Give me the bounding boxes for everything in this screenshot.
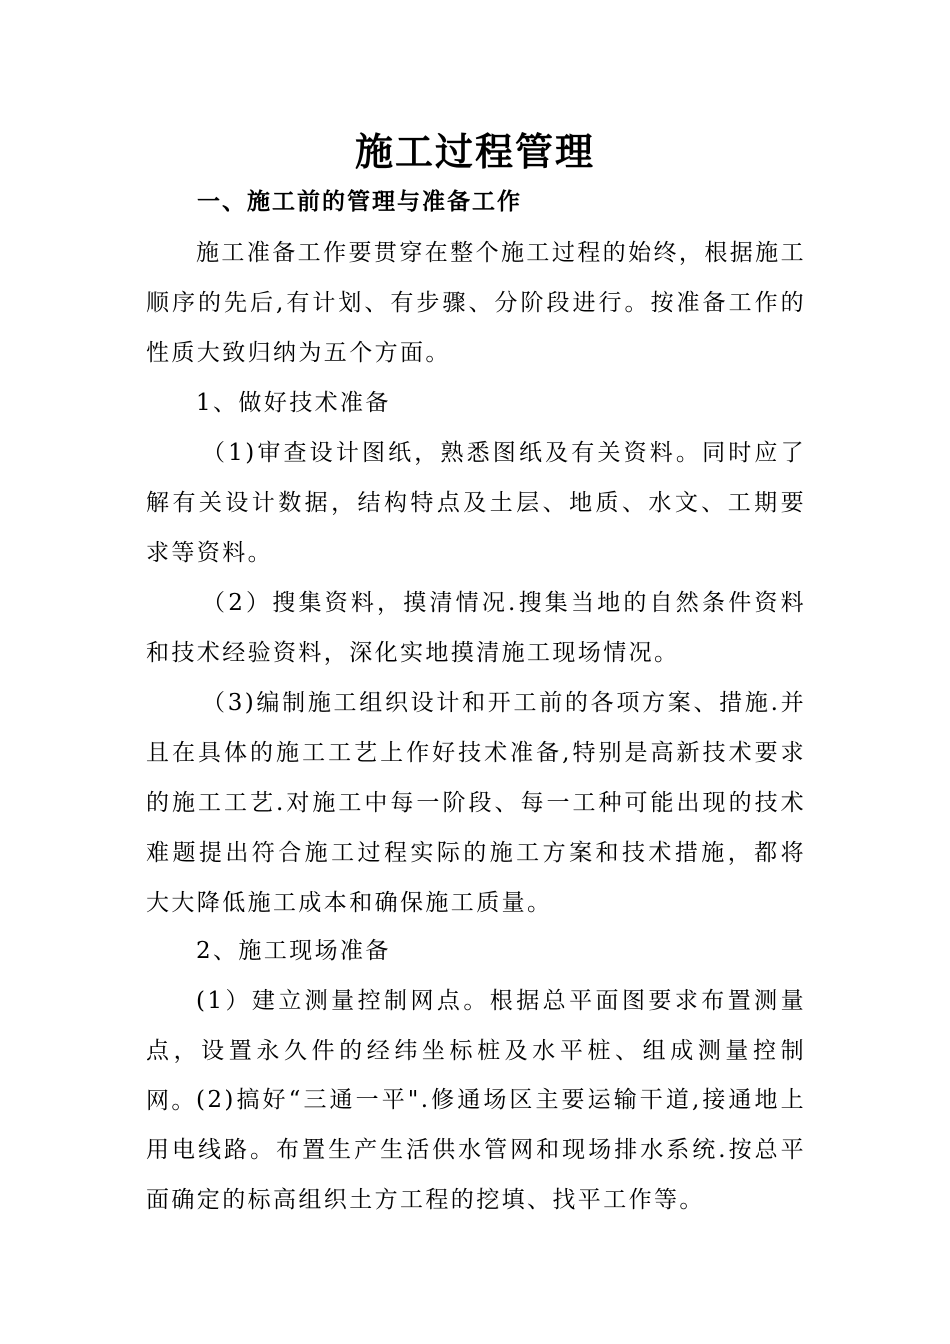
subheading-site-prep: 2、施工现场准备 — [196, 938, 391, 964]
paragraph-item-1-2: （2）搜集资料，摸清情况.搜集当地的自然条件资料和技术经验资料，深化实地摸清施工现场情况。 — [146, 590, 806, 666]
paragraph-item-1-3: （3)编制施工组织设计和开工前的各项方案、措施.并且在具体的施工工艺上作好技术准备,特别是高新技术要求的施工工艺.对施工中每一阶段、每一工种可能出现的技术难题提出符合施工过程实际的施工方案和技术措施，都将大大降低施工成本和确保施工质量。 — [146, 690, 806, 916]
paragraph-item-2-2: (2)搞好“三通一平".修通场区主要运输干道,接通地上用电线路。布置生产生活供水管网和现场排水系统.按总平面确定的标高组织土方工程的挖填、找平工作等。 — [146, 1087, 806, 1213]
paragraph-item-2-1: (1）建立测量控制网点。根据总平面图要求布置测量点，设置永久件的经纬坐标桩及水平桩、组成测量控制网。 — [146, 988, 806, 1114]
subheading-technical-prep: 1、做好技术准备 — [196, 390, 391, 416]
paragraph-intro: 施工准备工作要贯穿在整个施工过程的始终，根据施工顺序的先后,有计划、有步骤、分阶段进行。按准备工作的性质大致归纳为五个方面。 — [146, 240, 806, 366]
section-heading: 一、施工前的管理与准备工作 — [197, 188, 522, 215]
page-title: 施工过程管理 — [354, 129, 595, 174]
paragraph-item-1-1: （1)审查设计图纸，熟悉图纸及有关资料。同时应了解有关设计数据，结构特点及土层、地质、水文、工期要求等资料。 — [146, 440, 806, 566]
